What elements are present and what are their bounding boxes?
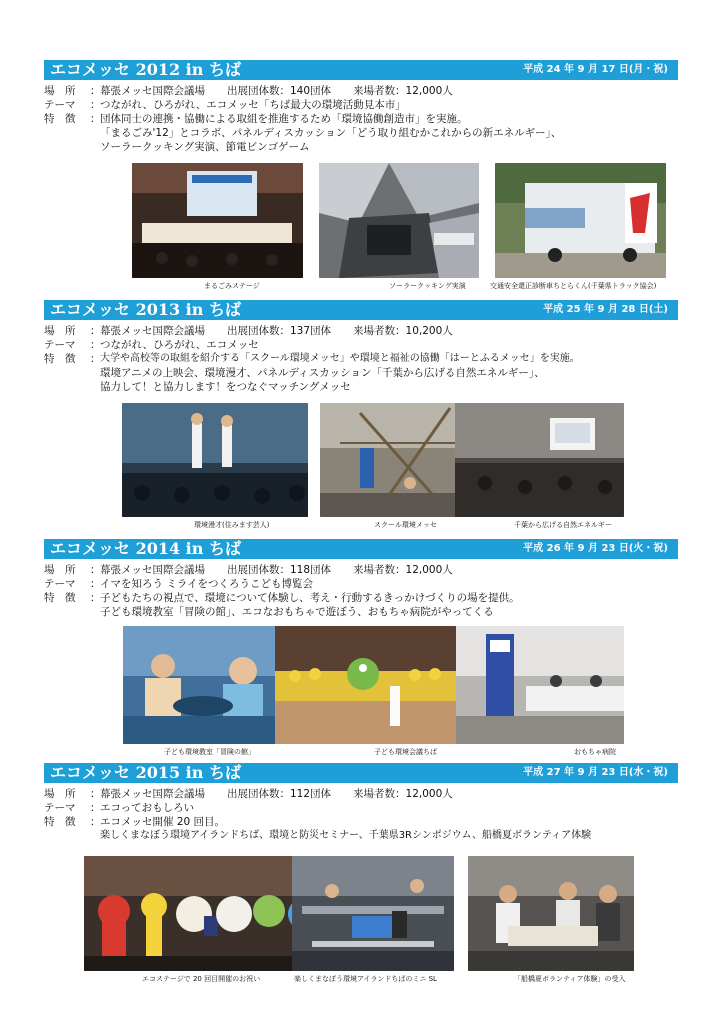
- photo-natural-energy: [455, 403, 624, 517]
- photo-mini-sl: [292, 856, 454, 971]
- colon: ：: [90, 113, 101, 125]
- section-banner: [44, 300, 678, 320]
- section-title: エコメッセ 2014 in ちば: [50, 539, 241, 558]
- photo-caption: 千葉から広げる自然エネルギー: [514, 521, 612, 529]
- section-2015: [44, 763, 678, 983]
- feature-label: 特 徴: [44, 353, 76, 365]
- photo-caption: 子ども環境会議ちば: [374, 748, 437, 756]
- photo-volunteer: [468, 856, 634, 971]
- section-banner: [44, 763, 678, 783]
- exhibitors-value: 112団体: [290, 788, 332, 800]
- colon: ：: [90, 592, 101, 604]
- colon: ：: [90, 578, 101, 590]
- exhibitors-value: 137団体: [290, 325, 332, 337]
- theme-label: テーマ: [44, 339, 76, 351]
- visitors-value: 12,000人: [405, 788, 453, 800]
- section-2012: [44, 60, 678, 290]
- section-date: 平成 27 年 9 月 23 日(水・祝): [523, 767, 668, 778]
- colon: ：: [90, 353, 101, 365]
- colon: ：: [90, 325, 101, 337]
- section-date: 平成 25 年 9 月 28 日(土): [543, 304, 668, 315]
- visitors-value: 12,000人: [405, 85, 453, 97]
- feature-label: 特 徴: [44, 816, 76, 828]
- section-info: [44, 84, 678, 154]
- photo-caption: スクール環境メッセ: [374, 521, 437, 529]
- colon: ：: [90, 788, 101, 800]
- venue-value: 幕張メッセ国際会議場: [100, 325, 205, 337]
- visitors-label: 来場者数：: [353, 564, 406, 576]
- photo-truck: [495, 163, 666, 278]
- feature-line: 協力して！と協力します！をつなぐマッチングメッセ: [100, 381, 351, 393]
- exhibitors-value: 140団体: [290, 85, 332, 97]
- visitors-value: 12,000人: [405, 564, 453, 576]
- section-banner: [44, 60, 678, 80]
- feature-label: 特 徴: [44, 113, 76, 125]
- theme-value: つながれ、ひろがれ、エコメッセ「ちば最大の環境活動見本市」: [100, 99, 406, 111]
- feature-line: 子どもたちの視点で、環境について体験し、考え・行動するきっかけづくりの場を提供。: [100, 592, 520, 604]
- section-title: エコメッセ 2012 in ちば: [50, 60, 241, 79]
- section-info: [44, 563, 678, 619]
- exhibitors-label: 出展団体数：: [227, 325, 290, 337]
- photo-children-conference: [275, 626, 456, 744]
- section-date: 平成 24 年 9 月 17 日(月・祝): [523, 64, 668, 75]
- exhibitors-label: 出展団体数：: [227, 564, 290, 576]
- photo-eco-stage: [84, 856, 321, 971]
- photo-caption: 楽しくまなぼう環境アイランドちばのミニ SL: [294, 975, 437, 983]
- theme-value: エコっておもしろい: [100, 802, 195, 814]
- visitors-label: 来場者数：: [353, 85, 406, 97]
- venue-label: 場 所: [44, 564, 76, 576]
- photo-caption: 「船橋夏ボランティア体験」の受入: [514, 975, 626, 983]
- colon: ：: [90, 99, 101, 111]
- theme-label: テーマ: [44, 802, 76, 814]
- venue-label: 場 所: [44, 325, 76, 337]
- photo-solar-cooking: [319, 163, 479, 278]
- exhibitors-label: 出展団体数：: [227, 85, 290, 97]
- photo-manzai: [122, 403, 308, 517]
- colon: ：: [90, 564, 101, 576]
- photo-caption: 環境漫才(住みます芸人): [194, 521, 270, 529]
- theme-value: イマを知ろう ミライをつくろうこども博覧会: [100, 578, 314, 590]
- photo-adventure-house: [123, 626, 281, 744]
- venue-label: 場 所: [44, 788, 76, 800]
- feature-line: 楽しくまなぼう環境アイランドちば、環境と防災セミナー、千葉県3Rシンポジウム、船橋夏ボランティア体験: [100, 830, 592, 841]
- feature-label: 特 徴: [44, 592, 76, 604]
- theme-label: テーマ: [44, 99, 76, 111]
- feature-line: 環境アニメの上映会、環境漫才、パネルディスカッション「千葉から広げる自然エネルギー」、: [100, 367, 545, 379]
- photo-caption: おもちゃ病院: [574, 748, 616, 756]
- exhibitors-label: 出展団体数：: [227, 788, 290, 800]
- theme-value: つながれ、ひろがれ、エコメッセ: [100, 339, 259, 351]
- venue-value: 幕張メッセ国際会議場: [100, 788, 205, 800]
- section-2014: [44, 539, 678, 756]
- colon: ：: [90, 85, 101, 97]
- photo-toy-hospital: [456, 626, 624, 744]
- feature-line: 「まるごみ'12」とコラボ、パネルディスカッション「どう取り組むかこれからの新エネルギー」、: [100, 127, 562, 139]
- section-date: 平成 26 年 9 月 23 日(火・祝): [523, 543, 668, 554]
- visitors-label: 来場者数：: [353, 788, 406, 800]
- venue-value: 幕張メッセ国際会議場: [100, 564, 205, 576]
- visitors-value: 10,200人: [405, 325, 453, 337]
- section-banner: [44, 539, 678, 559]
- feature-line: エコメッセ開催 20 回目。: [100, 816, 226, 828]
- photo-caption: まるごみステージ: [204, 282, 260, 290]
- feature-line: 子ども環境教室「冒険の館」、エコなおもちゃで遊ぼう、おもちゃ病院がやってくる: [100, 606, 494, 618]
- venue-label: 場 所: [44, 85, 76, 97]
- photo-caption: ソーラークッキング実演: [389, 282, 466, 290]
- photo-caption: 交通安全還正診断車ちとらくん(千葉県トラック協会): [490, 282, 657, 290]
- colon: ：: [90, 339, 101, 351]
- colon: ：: [90, 802, 101, 814]
- exhibitors-value: 118団体: [290, 564, 332, 576]
- section-title: エコメッセ 2013 in ちば: [50, 300, 241, 319]
- section-2013: [44, 300, 678, 529]
- section-info: [44, 787, 678, 843]
- photo-caption: 子ども環境教室「冒険の館」: [164, 748, 255, 756]
- colon: ：: [90, 816, 101, 828]
- feature-line: 大学や高校等の取組を紹介する「スクール環境メッセ」や環境と福祉の協働「はーとふるメッセ」を実施。: [100, 353, 580, 364]
- photo-stage: [132, 163, 303, 278]
- theme-label: テーマ: [44, 578, 76, 590]
- feature-line: 団体同士の連携・協働による取組を推進するため「環境協働創造市」を実施。: [100, 113, 468, 125]
- section-info: [44, 324, 678, 394]
- visitors-label: 来場者数：: [353, 325, 406, 337]
- feature-line: ソーラークッキング実演、節電ビンゴゲーム: [100, 141, 310, 153]
- section-title: エコメッセ 2015 in ちば: [50, 763, 241, 782]
- photo-caption: エコステージで 20 回目開催のお祝い: [142, 975, 261, 983]
- venue-value: 幕張メッセ国際会議場: [100, 85, 205, 97]
